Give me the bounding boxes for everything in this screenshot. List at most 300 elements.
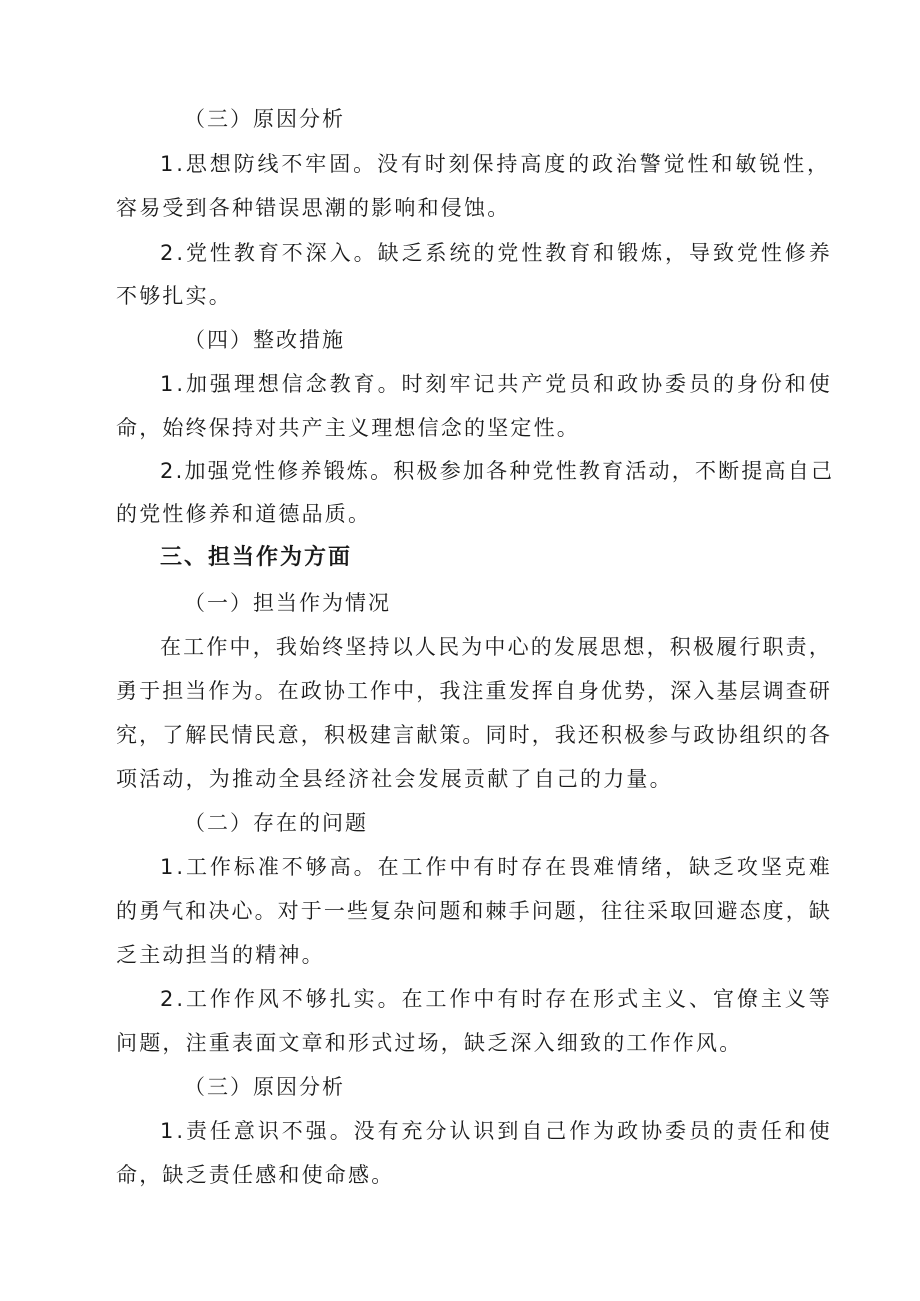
glyph: 。 (353, 241, 375, 265)
glyph: 员 (688, 1119, 710, 1143)
glyph: 准 (257, 855, 279, 879)
glyph: 取 (670, 899, 692, 923)
glyph: 育 (257, 241, 279, 265)
glyph: 。 (254, 679, 276, 703)
paragraph-line: 不够扎实。 (116, 284, 232, 308)
glyph: 工 (346, 679, 368, 703)
glyph: 保 (472, 152, 494, 176)
glyph: ， (807, 152, 828, 176)
glyph: 教 (545, 241, 567, 265)
glyph: 于 (139, 679, 161, 703)
glyph: 加 (184, 459, 206, 483)
glyph: 觉 (663, 152, 685, 176)
glyph: 牢 (305, 152, 327, 176)
glyph: 共 (497, 372, 519, 396)
glyph: 有 (497, 987, 519, 1011)
glyph: 和 (185, 899, 207, 923)
glyph: 加 (185, 372, 207, 396)
glyph: 牢 (449, 372, 471, 396)
paragraph-line: 的党性修养和道德品质。 (116, 502, 372, 526)
glyph: 题 (439, 899, 461, 923)
glyph: 分 (425, 1119, 447, 1143)
glyph: 民 (254, 723, 276, 747)
glyph: 工 (401, 855, 423, 879)
glyph: 员 (569, 372, 591, 396)
glyph: 线 (257, 152, 279, 176)
glyph: 克 (784, 855, 806, 879)
glyph: 勇 (139, 899, 161, 923)
glyph: 作 (209, 987, 231, 1011)
paragraph-line: 问题，注重表面文章和形式过场，缺乏深入细致的工作作风。 (116, 1031, 743, 1055)
glyph: 入 (693, 679, 715, 703)
glyph: 意 (233, 1119, 255, 1143)
glyph: 责 (785, 635, 807, 659)
glyph: 够 (305, 855, 327, 879)
glyph: 极 (416, 459, 438, 483)
glyph: 党 (532, 459, 554, 483)
glyph: 。 (254, 899, 276, 923)
glyph: 协 (716, 723, 738, 747)
glyph: . (176, 987, 184, 1011)
glyph: 工 (185, 987, 207, 1011)
glyph: 难 (808, 855, 830, 879)
glyph: 为 (231, 679, 253, 703)
glyph: 识 (257, 1119, 279, 1143)
subheading-rectification: （四）整改措施 (184, 328, 345, 352)
glyph: 使 (808, 372, 830, 396)
glyph: 党 (736, 241, 758, 265)
glyph: 等 (808, 987, 830, 1011)
glyph: 。 (377, 987, 399, 1011)
glyph: 充 (401, 1119, 423, 1143)
subheading-situation: （一）担当作为情况 (184, 591, 391, 615)
glyph: 员 (688, 372, 710, 396)
glyph: 记 (473, 372, 495, 396)
glyph: 致 (712, 241, 734, 265)
glyph: ， (785, 899, 807, 923)
glyph: 固 (329, 152, 351, 176)
glyph: 2 (160, 459, 174, 483)
glyph: 极 (624, 723, 646, 747)
glyph: 复 (370, 899, 392, 923)
glyph: 究 (116, 723, 137, 747)
glyph: 断 (718, 459, 740, 483)
glyph: 的 (530, 635, 552, 659)
glyph: 持 (496, 152, 518, 176)
glyph: 产 (521, 372, 543, 396)
glyph: 统 (449, 241, 471, 265)
glyph: 有 (400, 152, 422, 176)
glyph: 扎 (329, 987, 351, 1011)
paragraph-line (160, 852, 830, 882)
glyph: 、 (688, 987, 710, 1011)
glyph: 思 (600, 635, 622, 659)
glyph: 主 (641, 987, 663, 1011)
glyph: 工 (183, 635, 205, 659)
glyph: 主 (760, 987, 782, 1011)
glyph: 存 (545, 987, 567, 1011)
glyph: 我 (439, 679, 461, 703)
glyph: 防 (233, 152, 255, 176)
glyph: 积 (669, 635, 691, 659)
glyph: 标 (233, 855, 255, 879)
glyph: 己 (810, 459, 832, 483)
glyph: 策 (439, 723, 461, 747)
glyph: 性 (555, 459, 577, 483)
paragraph-line (116, 896, 830, 926)
subheading-problems: （二）存在的问题 (184, 811, 368, 835)
glyph: 锻 (617, 241, 639, 265)
glyph: 些 (346, 899, 368, 923)
glyph: 层 (739, 679, 761, 703)
paragraph-line (116, 720, 830, 750)
glyph: 势 (624, 679, 646, 703)
glyph: 想 (623, 635, 645, 659)
glyph: 积 (393, 459, 415, 483)
glyph: 和 (593, 241, 615, 265)
glyph: 对 (277, 899, 299, 923)
glyph: 不 (694, 459, 716, 483)
glyph: 情 (617, 855, 639, 879)
glyph: 为 (593, 1119, 615, 1143)
glyph: 意 (277, 723, 299, 747)
glyph: 识 (473, 1119, 495, 1143)
glyph: 作 (209, 855, 231, 879)
glyph: ， (300, 723, 322, 747)
glyph: 没 (353, 1119, 375, 1143)
paragraph-line (160, 369, 830, 399)
glyph: 当 (185, 679, 207, 703)
glyph: 了 (162, 723, 184, 747)
glyph: 查 (785, 679, 807, 703)
glyph: 各 (808, 723, 830, 747)
glyph: 认 (449, 1119, 471, 1143)
glyph: 够 (305, 987, 327, 1011)
glyph: 时 (401, 372, 423, 396)
glyph: 和 (462, 899, 484, 923)
glyph: 刻 (448, 152, 470, 176)
glyph: 协 (641, 372, 663, 396)
glyph: 持 (368, 635, 390, 659)
glyph: 党 (230, 459, 252, 483)
glyph: 的 (568, 152, 590, 176)
glyph: 我 (275, 635, 297, 659)
glyph: 不 (281, 1119, 303, 1143)
glyph: 委 (665, 1119, 687, 1143)
glyph: 重 (485, 679, 507, 703)
glyph: 种 (509, 459, 531, 483)
glyph: 在 (545, 855, 567, 879)
glyph: 同 (485, 723, 507, 747)
glyph: 2 (160, 241, 174, 265)
subheading-cause-analysis: （三）原因分析 (184, 107, 345, 131)
glyph: 为 (461, 635, 483, 659)
glyph: ， (416, 679, 438, 703)
glyph: 式 (617, 987, 639, 1011)
glyph: 党 (545, 372, 567, 396)
glyph: 中 (449, 855, 471, 879)
glyph: 党 (185, 241, 207, 265)
glyph: 终 (322, 635, 344, 659)
glyph: 与 (670, 723, 692, 747)
glyph: 中 (473, 987, 495, 1011)
glyph: 风 (257, 987, 279, 1011)
glyph: 我 (554, 723, 576, 747)
glyph: . (176, 152, 183, 176)
glyph: 的 (473, 241, 495, 265)
glyph: . (176, 1119, 184, 1143)
glyph: 问 (531, 899, 553, 923)
glyph: 责 (185, 1119, 207, 1143)
glyph: 往 (600, 899, 622, 923)
glyph: 政 (693, 723, 715, 747)
glyph: 中 (393, 679, 415, 703)
glyph: 入 (329, 241, 351, 265)
glyph: 高 (329, 855, 351, 879)
glyph: 乏 (401, 241, 423, 265)
glyph: ， (665, 855, 687, 879)
glyph: ， (139, 723, 161, 747)
glyph: 和 (784, 1119, 806, 1143)
glyph: 棘 (485, 899, 507, 923)
glyph: 参 (647, 723, 669, 747)
glyph: 的 (785, 723, 807, 747)
glyph: 挥 (531, 679, 553, 703)
glyph: 官 (712, 987, 734, 1011)
glyph: 题 (554, 899, 576, 923)
glyph: 往 (624, 899, 646, 923)
glyph: 养 (808, 241, 830, 265)
glyph: 难 (593, 855, 615, 879)
paragraph-line (160, 149, 828, 179)
glyph: 身 (736, 372, 758, 396)
glyph: 活 (625, 459, 647, 483)
section-heading: 三、担当作为方面 (160, 545, 353, 570)
glyph: 到 (497, 1119, 519, 1143)
glyph: 高 (764, 459, 786, 483)
glyph: 性 (521, 241, 543, 265)
glyph: 的 (712, 372, 734, 396)
glyph: 党 (497, 241, 519, 265)
paragraph-line: 命，始终保持对共产主义理想信念的坚定性。 (116, 416, 580, 440)
glyph: 在 (377, 855, 399, 879)
glyph: 研 (808, 679, 830, 703)
glyph: 1 (160, 1119, 174, 1143)
glyph: 。 (377, 372, 399, 396)
glyph: 献 (416, 723, 438, 747)
glyph: 优 (600, 679, 622, 703)
glyph: 作 (233, 987, 255, 1011)
glyph: 强 (207, 459, 229, 483)
glyph: 理 (233, 372, 255, 396)
glyph: 时 (497, 855, 519, 879)
glyph: 育 (353, 372, 375, 396)
glyph: 积 (323, 723, 345, 747)
glyph: 建 (370, 723, 392, 747)
glyph: 导 (688, 241, 710, 265)
glyph: 性 (209, 241, 231, 265)
glyph: 民 (208, 723, 230, 747)
glyph: 警 (639, 152, 661, 176)
glyph: 解 (185, 723, 207, 747)
glyph: 履 (716, 635, 738, 659)
glyph: 加 (462, 459, 484, 483)
glyph: 性 (760, 241, 782, 265)
glyph: 中 (484, 635, 506, 659)
glyph: 实 (353, 987, 375, 1011)
glyph: 强 (209, 372, 231, 396)
glyph: 作 (206, 635, 228, 659)
glyph: 有 (377, 1119, 399, 1143)
glyph: 工 (185, 855, 207, 879)
glyph: 决 (208, 899, 230, 923)
glyph: 政 (300, 679, 322, 703)
glyph: 的 (116, 899, 137, 923)
glyph: 和 (593, 372, 615, 396)
glyph: 义 (665, 987, 687, 1011)
glyph: 攻 (736, 855, 758, 879)
glyph: 政 (617, 1119, 639, 1143)
glyph: 系 (425, 241, 447, 265)
glyph: 任 (209, 1119, 231, 1143)
glyph: 委 (665, 372, 687, 396)
glyph: 缺 (808, 899, 830, 923)
glyph: 注 (462, 679, 484, 703)
glyph: 提 (741, 459, 763, 483)
paragraph-line (160, 632, 830, 662)
glyph: 想 (209, 152, 231, 176)
glyph: 在 (569, 987, 591, 1011)
glyph: 心 (231, 899, 253, 923)
glyph: 锐 (759, 152, 781, 176)
paragraph-line (160, 984, 830, 1014)
paragraph-line: 命，缺乏责任感和使命感。 (116, 1163, 395, 1187)
glyph: 行 (739, 635, 761, 659)
glyph: 深 (305, 241, 327, 265)
glyph: 展 (577, 635, 599, 659)
glyph: ， (671, 459, 693, 483)
glyph: 念 (305, 372, 327, 396)
paragraph-line (160, 1116, 830, 1146)
glyph: 织 (762, 723, 784, 747)
glyph: . (176, 241, 184, 265)
glyph: 参 (439, 459, 461, 483)
glyph: 存 (521, 855, 543, 879)
glyph: 锻 (323, 459, 345, 483)
glyph: 2 (160, 987, 174, 1011)
glyph: 于 (300, 899, 322, 923)
glyph: 度 (544, 152, 566, 176)
paragraph-line (116, 676, 830, 706)
glyph: 想 (257, 372, 279, 396)
glyph: ， (252, 635, 274, 659)
paragraph-line: 容易受到各种错误思潮的影响和侵蚀。 (116, 196, 511, 220)
glyph: 教 (329, 372, 351, 396)
glyph: 教 (578, 459, 600, 483)
glyph: 作 (449, 987, 471, 1011)
glyph: 敏 (735, 152, 757, 176)
paragraph-line: 项活动，为推动全县经济社会发展贡献了自己的力量。 (116, 767, 673, 791)
glyph: 缺 (688, 855, 710, 879)
glyph: 基 (716, 679, 738, 703)
glyph: 治 (615, 152, 637, 176)
glyph: 深 (670, 679, 692, 703)
glyph: 坚 (760, 855, 782, 879)
glyph: 。 (370, 459, 392, 483)
glyph: 动 (648, 459, 670, 483)
glyph: 1 (160, 855, 174, 879)
glyph: 和 (784, 372, 806, 396)
glyph: 。 (353, 152, 375, 176)
glyph: 时 (508, 723, 530, 747)
glyph: 发 (553, 635, 575, 659)
glyph: 在 (160, 635, 181, 659)
glyph: ， (531, 723, 553, 747)
glyph: 态 (739, 899, 761, 923)
glyph: 言 (393, 723, 415, 747)
glyph: 在 (401, 987, 423, 1011)
glyph: 勇 (116, 679, 137, 703)
paragraph-line: 乏主动担当的精神。 (116, 943, 325, 967)
glyph: 强 (305, 1119, 327, 1143)
glyph: 发 (508, 679, 530, 703)
glyph: 情 (231, 723, 253, 747)
glyph: 政 (591, 152, 613, 176)
glyph: 身 (577, 679, 599, 703)
glyph: 采 (647, 899, 669, 923)
glyph: . (176, 372, 184, 396)
glyph: 时 (521, 987, 543, 1011)
glyph: 炼 (641, 241, 663, 265)
glyph: 极 (692, 635, 714, 659)
glyph: ， (665, 241, 687, 265)
glyph: 作 (370, 679, 392, 703)
glyph: 心 (507, 635, 529, 659)
glyph: 养 (300, 459, 322, 483)
glyph: 不 (281, 987, 303, 1011)
glyph: 缺 (377, 241, 399, 265)
glyph: 信 (281, 372, 303, 396)
glyph: 协 (641, 1119, 663, 1143)
glyph: 问 (416, 899, 438, 923)
glyph: 手 (508, 899, 530, 923)
glyph: 的 (712, 1119, 734, 1143)
glyph: 还 (577, 723, 599, 747)
glyph: 职 (762, 635, 784, 659)
glyph: 极 (346, 723, 368, 747)
glyph: . (176, 855, 184, 879)
glyph: 没 (376, 152, 398, 176)
glyph: 使 (808, 1119, 830, 1143)
glyph: 自 (787, 459, 809, 483)
glyph: 教 (233, 241, 255, 265)
glyph: 坚 (345, 635, 367, 659)
glyph: 回 (693, 899, 715, 923)
glyph: 自 (554, 679, 576, 703)
glyph: 人 (414, 635, 436, 659)
glyph: 杂 (393, 899, 415, 923)
glyph: 性 (687, 152, 709, 176)
glyph: 气 (162, 899, 184, 923)
glyph: 积 (600, 723, 622, 747)
glyph: 作 (208, 679, 230, 703)
glyph: 。 (329, 1119, 351, 1143)
glyph: 乏 (712, 855, 734, 879)
glyph: 炼 (346, 459, 368, 483)
glyph: 不 (281, 855, 303, 879)
glyph: 始 (299, 635, 321, 659)
glyph: 作 (569, 1119, 591, 1143)
